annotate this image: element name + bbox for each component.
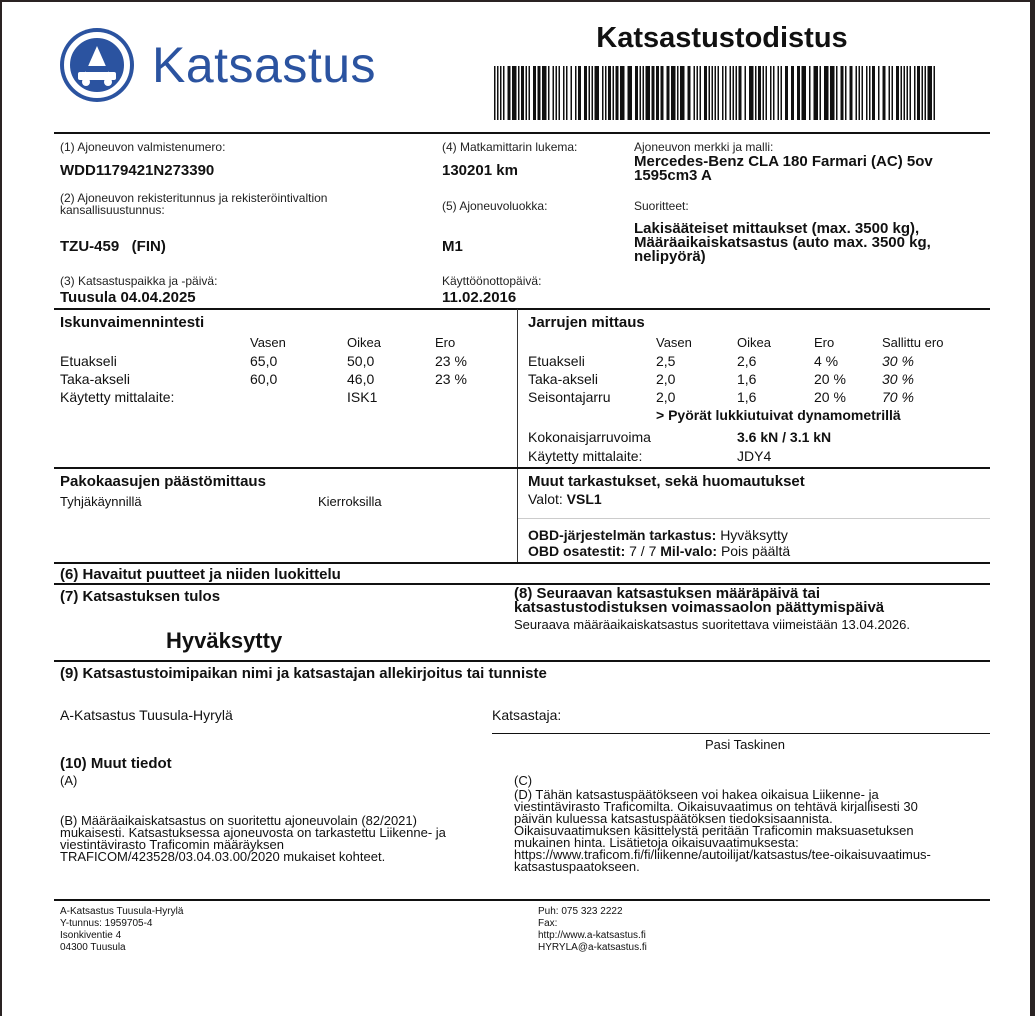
shock-header-right: Oikea <box>347 335 381 350</box>
date-label: Käyttöönottopäivä: <box>442 274 542 288</box>
shock-title: Iskunvaimennintesti <box>60 314 205 331</box>
f3-label: (3) Katsastuspaikka ja -päivä: <box>60 274 218 288</box>
make-value: Mercedes-Benz CLA 180 Farmari (AC) 5ov 1595cm3 A <box>634 153 933 184</box>
section-7-title: (7) Katsastuksen tulos <box>60 588 221 605</box>
shock-row-label: Taka-akseli <box>60 371 131 387</box>
lights-label: Valot: <box>528 491 563 507</box>
footer-email: HYRYLA@a-katsastus.fi <box>538 942 647 953</box>
footer-postal: 04300 Tuusula <box>60 942 126 953</box>
note-b <box>60 815 510 863</box>
logo-text: Katsastus <box>152 37 377 93</box>
brakes-row-diff: 20 % <box>814 389 846 405</box>
brakes-row-label: Etuakseli <box>528 353 585 369</box>
brakes-row-label: Taka-akseli <box>528 371 599 387</box>
note-b-line: TRAFICOM/423528/03.04.03.00/2020 mukaiset kohteet. <box>60 849 386 864</box>
note-d-line: viestintävirasto Traficomilta. Oikaisuvaatimus on tehtävä kirjallisesti 30 <box>514 799 918 814</box>
date-value: 11.02.2016 <box>442 289 517 306</box>
shock-row-diff: 23 % <box>435 371 467 387</box>
section-9-title: (9) Katsastustoimipaikan nimi ja katsastajan allekirjoitus tai tunniste <box>60 665 547 682</box>
lights-value: VSL1 <box>566 491 602 507</box>
brakes-row-allowed: 70 % <box>882 389 914 405</box>
brakes-total-label: Kokonaisjarruvoima <box>528 429 651 445</box>
brakes-header-allowed: Sallittu ero <box>882 335 944 350</box>
make-label: Ajoneuvon merkki ja malli: <box>634 140 774 154</box>
brakes-header-left: Vasen <box>656 335 692 350</box>
f4-value: 130201 km <box>442 162 518 179</box>
note-b-line: viestintävirasto Traficomin määräyksen <box>60 837 284 852</box>
f5-label: (5) Ajoneuvoluokka: <box>442 199 548 213</box>
footer-left <box>60 906 183 954</box>
shock-row-left: 65,0 <box>250 353 278 369</box>
divider <box>518 518 990 519</box>
divider <box>517 309 518 562</box>
note-a: (A) <box>60 773 78 788</box>
note-d-line: mukainen hinta. Lisätietoja oikaisuvaatimuksesta: <box>514 835 799 850</box>
result-text: Hyväksytty <box>166 628 283 653</box>
other-title: Muut tarkastukset, sekä huomautukset <box>528 473 805 490</box>
shock-header-left: Vasen <box>250 335 286 350</box>
section-10-title: (10) Muut tiedot <box>60 755 172 772</box>
shock-row-right: 50,0 <box>347 353 375 369</box>
katsastus-logo-icon <box>60 28 134 102</box>
shock-device-label: Käytetty mittalaite: <box>60 389 175 405</box>
inspector-label: Katsastaja: <box>492 707 562 723</box>
footer-company: A-Katsastus Tuusula-Hyrylä <box>60 906 184 917</box>
note-d-line: (D) Tähän katsastuspäätökseen voi hakea oikaisua Liikenne- ja <box>514 787 879 802</box>
f3-value: Tuusula 04.04.2025 <box>60 289 196 306</box>
note-c: (C) <box>514 773 533 788</box>
barcode <box>494 66 936 120</box>
footer-fax: Fax: <box>538 918 558 929</box>
brakes-row-left: 2,0 <box>656 389 676 405</box>
obd-sub-value: 7 / 7 <box>629 543 657 559</box>
section-8-title-2: katsastustodistuksen voimassaolon päättymispäivä <box>514 599 885 616</box>
note-d-line: Oikaisuvaatimuksen käsittelystä peritään Traficomin maksuasetuksen <box>514 823 914 838</box>
section-6-title: (6) Havaitut puutteet ja niiden luokittelu <box>60 566 341 583</box>
note-d-line: päivän kuluessa katsastuspäätöksen tiedoksisaannista. <box>514 811 833 826</box>
note-b-line: mukaisesti. Katsastuksessa ajoneuvosta on tarkastettu Liikenne- ja <box>60 825 446 840</box>
footer-website: http://www.a-katsastus.fi <box>538 930 646 941</box>
brakes-row-left: 2,5 <box>656 353 676 369</box>
brakes-title: Jarrujen mittaus <box>528 314 645 331</box>
shock-header-diff: Ero <box>435 335 456 350</box>
divider <box>54 562 990 564</box>
brakes-row-allowed: 30 % <box>882 353 914 369</box>
section-8-text: Seuraava määräaikaiskatsastus suoritettava viimeistään 13.04.2026. <box>514 617 910 632</box>
brakes-total-value: 3.6 kN / 3.1 kN <box>737 429 832 445</box>
shock-row-diff: 23 % <box>435 353 467 369</box>
divider <box>54 132 990 134</box>
brakes-row-right: 1,6 <box>737 371 757 387</box>
obd-sub-label: OBD osatestit: <box>528 543 626 559</box>
obd-value: Hyväksytty <box>720 527 788 543</box>
note-b-line: (B) Määräaikaiskatsastus on suoritettu ajoneuvolain (82/2021) <box>60 813 417 828</box>
footer-street: Isonkiventie 4 <box>60 930 122 941</box>
brakes-row-right: 2,6 <box>737 353 757 369</box>
brakes-row-allowed: 30 % <box>882 371 914 387</box>
note-d-line: katsastuspaatokseen. <box>514 859 640 874</box>
obd-label: OBD-järjestelmän tarkastus: <box>528 527 717 543</box>
emissions-title: Pakokaasujen päästömittaus <box>60 473 266 490</box>
f1-label: (1) Ajoneuvon valmistenumero: <box>60 140 226 154</box>
done-label: Suoritteet: <box>634 199 689 213</box>
brakes-device-label: Käytetty mittalaite: <box>528 448 643 464</box>
brakes-row-right: 1,6 <box>737 389 757 405</box>
section-8-title-1: (8) Seuraavan katsastuksen määräpäivä tai <box>514 585 820 602</box>
note-d <box>514 789 994 873</box>
note-d-line: https://www.traficom.fi/fi/liikenne/autoilijat/katsastus/tee-oikaisuvaatimus- <box>514 847 931 862</box>
divider <box>54 660 990 662</box>
f5-value: M1 <box>442 238 463 255</box>
f2-label: (2) Ajoneuvon rekisteritunnus ja rekisteröintivaltion kansallisuustunnus: <box>60 191 328 217</box>
brakes-header-right: Oikea <box>737 335 771 350</box>
divider <box>54 899 990 901</box>
shock-row-left: 60,0 <box>250 371 278 387</box>
brakes-row-left: 2,0 <box>656 371 676 387</box>
brakes-header-diff: Ero <box>814 335 835 350</box>
footer-business-id: Y-tunnus: 1959705-4 <box>60 918 153 929</box>
f4-label: (4) Matkamittarin lukema: <box>442 140 578 154</box>
shock-row-label: Etuakseli <box>60 353 117 369</box>
mil-value: Pois päältä <box>720 543 791 559</box>
mil-label: Mil-valo: <box>660 543 718 559</box>
emissions-rpm: Kierroksilla <box>318 494 382 509</box>
station-name: A-Katsastus Tuusula-Hyrylä <box>60 707 233 723</box>
brakes-row-diff: 20 % <box>814 371 846 387</box>
emissions-idle: Tyhjäkäynnillä <box>60 494 142 509</box>
divider <box>54 467 990 469</box>
brakes-device-value: JDY4 <box>737 448 772 464</box>
shock-device-value: ISK1 <box>347 389 378 405</box>
brakes-row-label: Seisontajarru <box>528 389 611 405</box>
brakes-note: > Pyörät lukkiutuivat dynamometrillä <box>656 407 901 423</box>
f1-value: WDD1179421N273390 <box>60 162 215 179</box>
brakes-row-diff: 4 % <box>814 353 839 369</box>
footer-right <box>538 906 647 954</box>
document-title: Katsastustodistus <box>596 22 848 54</box>
certificate-page <box>2 2 1030 1016</box>
divider <box>54 308 990 310</box>
f2-value: TZU-459 (FIN) <box>60 238 166 255</box>
signature-line <box>492 733 990 734</box>
footer-phone: Puh: 075 323 2222 <box>538 906 623 917</box>
shock-row-right: 46,0 <box>347 371 375 387</box>
inspector-name: Pasi Taskinen <box>705 737 785 752</box>
done-value: Lakisääteiset mittaukset (max. 3500 kg), Määräaikaiskatsastus (auto max. 3500 kg, nelipyörä) <box>634 220 931 265</box>
